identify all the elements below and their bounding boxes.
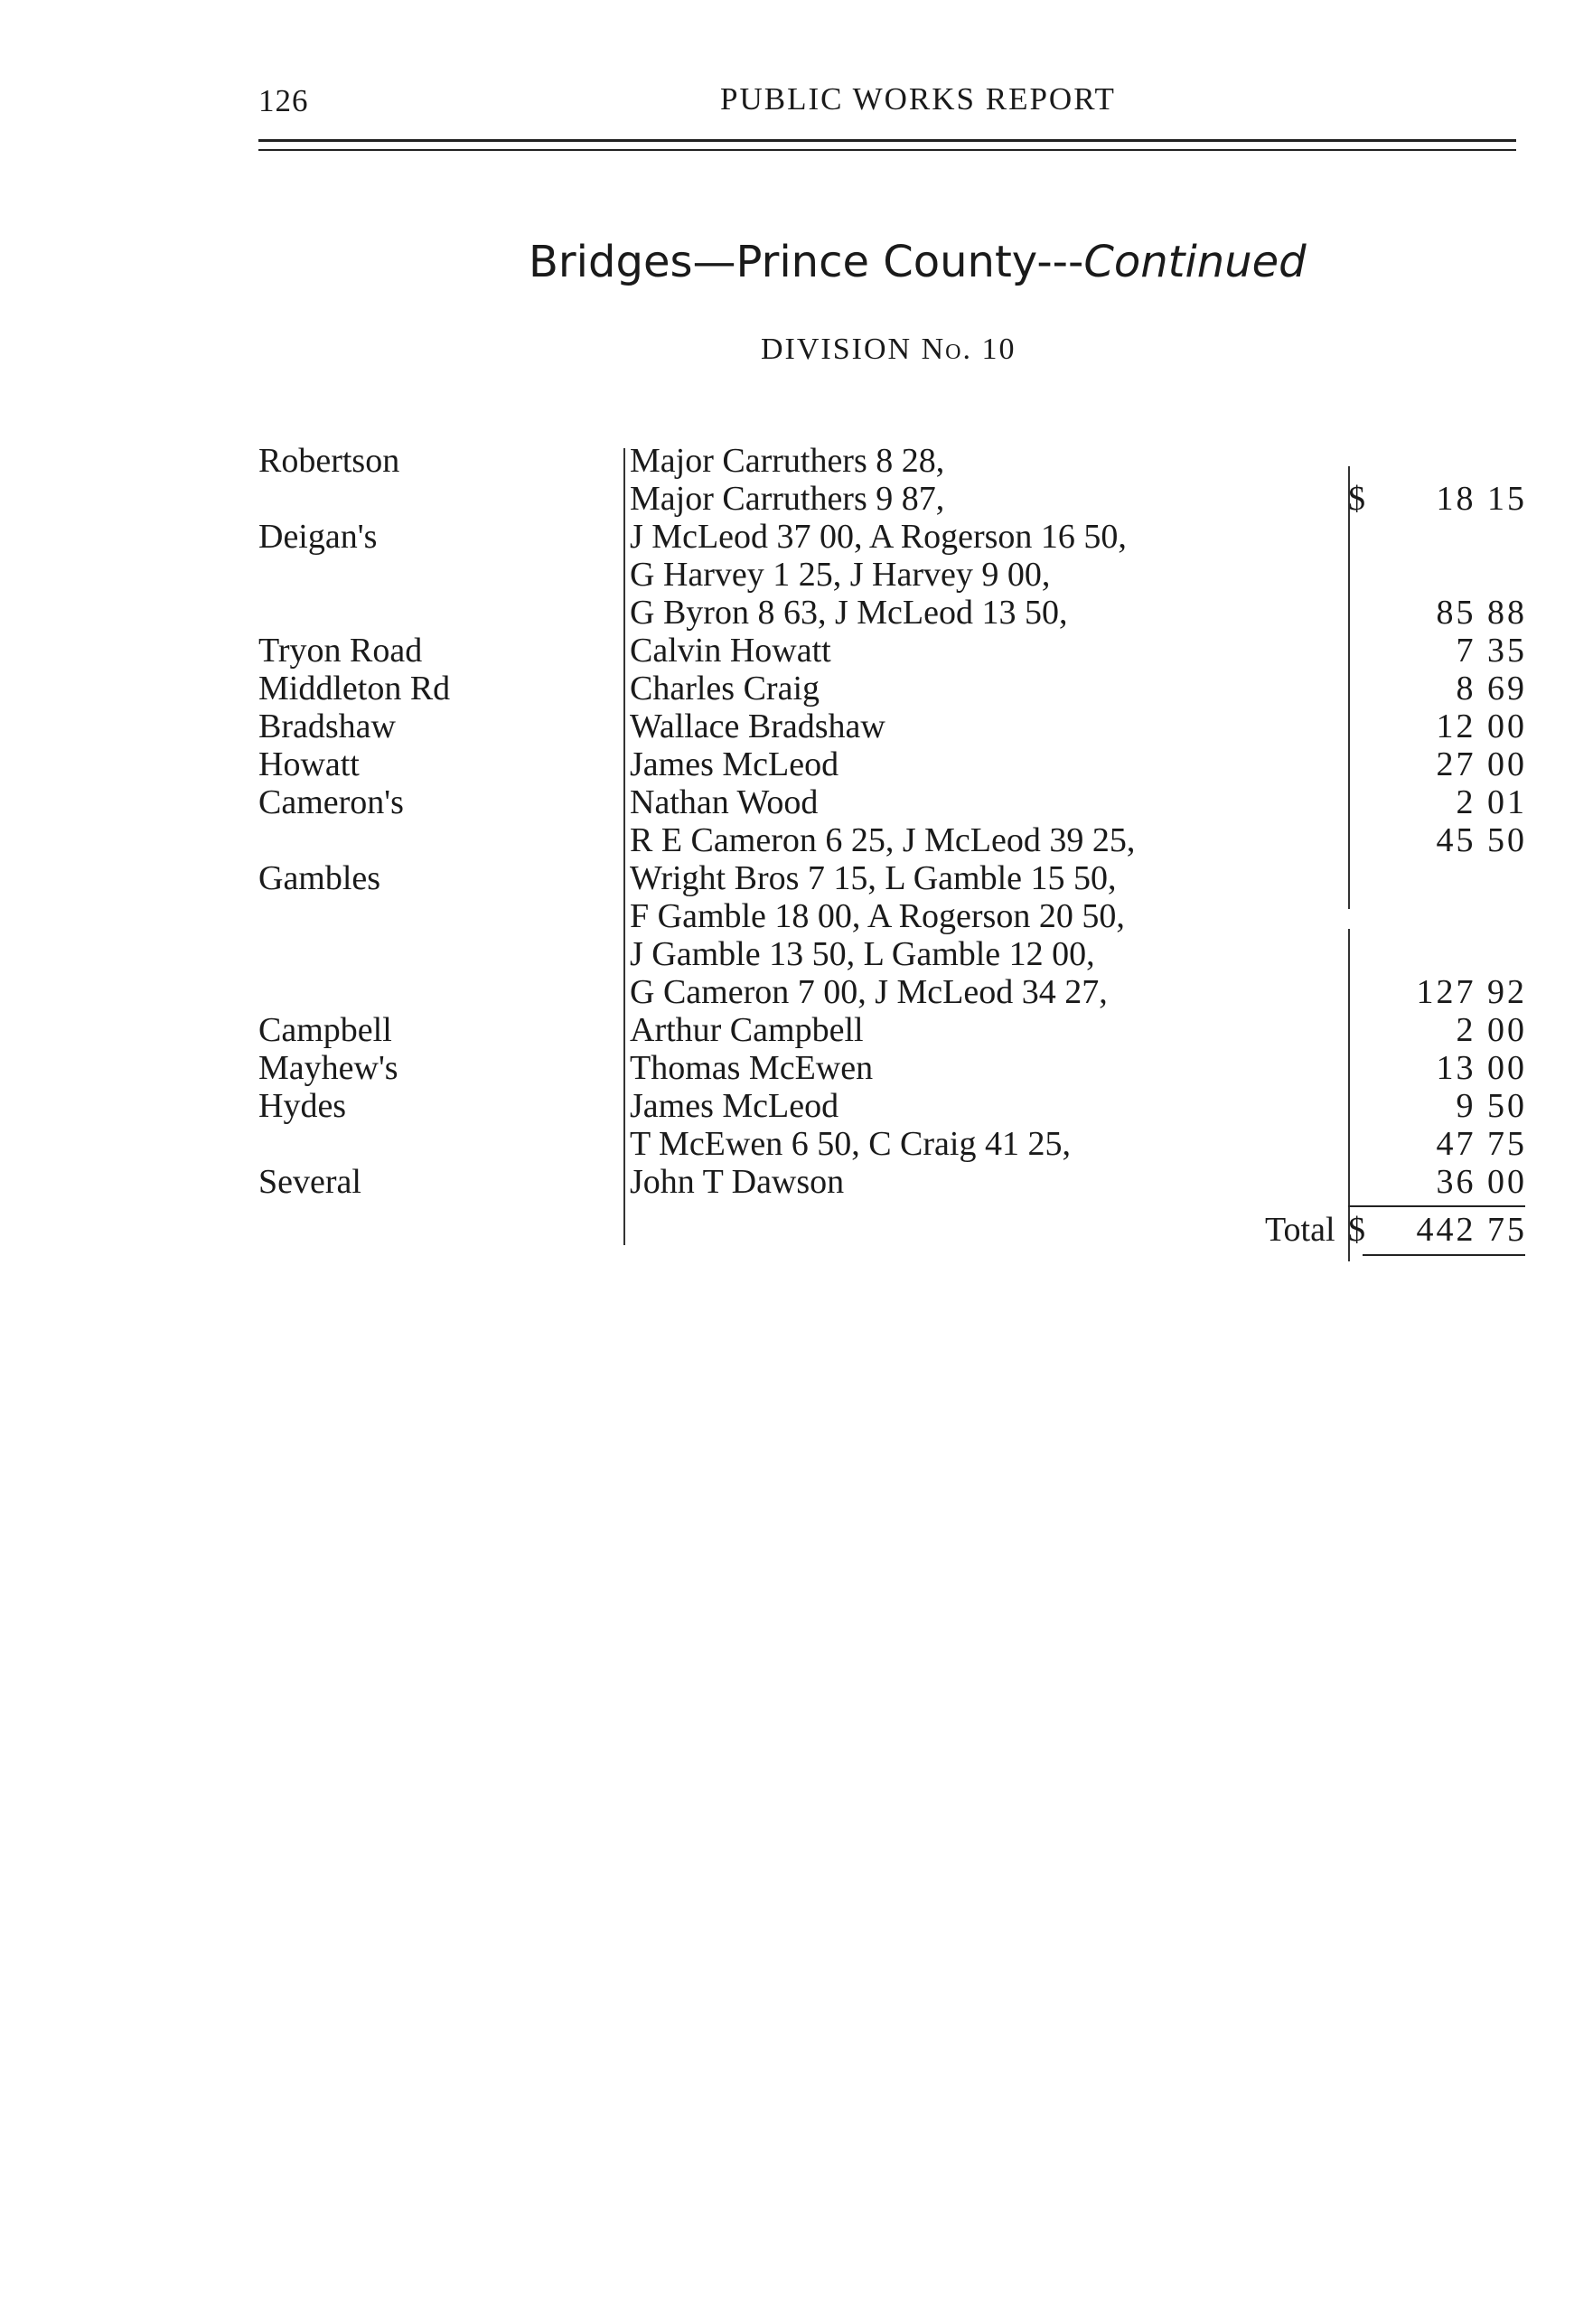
- bridge-name: Several: [258, 1163, 361, 1201]
- ledger-row: [0, 442, 1574, 480]
- payee-list: John T Dawson: [630, 1163, 845, 1201]
- ledger-row: [0, 670, 1574, 708]
- ledger-row: [0, 708, 1574, 745]
- payee-list: R E Cameron 6 25, J McLeod 39 25,: [630, 821, 1136, 859]
- ledger-row: [0, 1125, 1574, 1163]
- ledger-row: [0, 973, 1574, 1011]
- amount: 8 69: [1456, 670, 1527, 708]
- ledger-row: [0, 897, 1574, 935]
- payee-list: Thomas McEwen: [630, 1049, 874, 1087]
- amount: 12 00: [1436, 708, 1527, 745]
- amount: 13 00: [1436, 1049, 1527, 1087]
- ledger-row: [0, 594, 1574, 632]
- payee-list: J McLeod 37 00, A Rogerson 16 50,: [630, 518, 1127, 556]
- payee-list: Charles Craig: [630, 670, 820, 708]
- bridge-name: Hydes: [258, 1087, 347, 1125]
- bridge-name: Robertson: [258, 442, 400, 480]
- amount: 2 00: [1456, 1011, 1527, 1049]
- payee-list: James McLeod: [630, 745, 839, 783]
- ledger-row: [0, 1049, 1574, 1087]
- bridge-name: Mayhew's: [258, 1049, 398, 1087]
- ledger-row: [0, 745, 1574, 783]
- amount: 127 92: [1416, 973, 1527, 1011]
- amount: 85 88: [1436, 594, 1527, 632]
- dollar-sign: $: [1348, 480, 1365, 518]
- bridge-name: Cameron's: [258, 783, 404, 821]
- amount: 18 15: [1436, 480, 1527, 518]
- amount: 36 00: [1436, 1163, 1527, 1201]
- ledger-row: [0, 821, 1574, 859]
- payee-list: Wallace Bradshaw: [630, 708, 885, 745]
- payee-list: Nathan Wood: [630, 783, 819, 821]
- bridge-name: Deigan's: [258, 518, 378, 556]
- ledger-row: [0, 1011, 1574, 1049]
- payee-list: F Gamble 18 00, A Rogerson 20 50,: [630, 897, 1125, 935]
- amount: 27 00: [1436, 745, 1527, 783]
- payee-list: Major Carruthers 9 87,: [630, 480, 945, 518]
- total-row: [0, 1211, 1574, 1249]
- running-head: PUBLIC WORKS REPORT: [720, 81, 1116, 117]
- payee-list: G Byron 8 63, J McLeod 13 50,: [630, 594, 1068, 632]
- payee-list: G Harvey 1 25, J Harvey 9 00,: [630, 556, 1051, 594]
- amount: 7 35: [1456, 632, 1527, 670]
- amount: 47 75: [1436, 1125, 1527, 1163]
- payee-list: James McLeod: [630, 1087, 839, 1125]
- bridge-name: Middleton Rd: [258, 670, 451, 708]
- ledger-row: [0, 480, 1574, 518]
- division-heading: DIVISION No. 10: [761, 333, 1017, 366]
- section-title-continued: Continued: [1083, 237, 1307, 287]
- payee-list: Wright Bros 7 15, L Gamble 15 50,: [630, 859, 1117, 897]
- section-title-main: Bridges—Prince County---: [529, 237, 1084, 287]
- payee-list: T McEwen 6 50, C Craig 41 25,: [630, 1125, 1071, 1163]
- payee-list: Arthur Campbell: [630, 1011, 864, 1049]
- ledger-row: [0, 632, 1574, 670]
- ledger-row: [0, 556, 1574, 594]
- page-number: 126: [258, 83, 309, 118]
- payee-list: G Cameron 7 00, J McLeod 34 27,: [630, 973, 1108, 1011]
- ledger-row: [0, 935, 1574, 973]
- ledger-row: [0, 1087, 1574, 1125]
- total-label: Total: [1265, 1211, 1335, 1249]
- total-rule: [1348, 1205, 1525, 1207]
- bridge-name: Tryon Road: [258, 632, 423, 670]
- ledger-row: [0, 518, 1574, 556]
- payee-list: Calvin Howatt: [630, 632, 831, 670]
- bridge-name: Bradshaw: [258, 708, 396, 745]
- bridge-name: Gambles: [258, 859, 381, 897]
- amount: 9 50: [1456, 1087, 1527, 1125]
- bridge-name: Campbell: [258, 1011, 392, 1049]
- bridge-name: Howatt: [258, 745, 360, 783]
- ledger-row: [0, 859, 1574, 897]
- dollar-sign: $: [1348, 1211, 1365, 1249]
- ledger-row: [0, 783, 1574, 821]
- amount: 45 50: [1436, 821, 1527, 859]
- payee-list: Major Carruthers 8 28,: [630, 442, 945, 480]
- total-underline: [1363, 1254, 1525, 1256]
- total-amount: 442 75: [1416, 1211, 1527, 1249]
- payee-list: J Gamble 13 50, L Gamble 12 00,: [630, 935, 1095, 973]
- ledger-row: [0, 1163, 1574, 1201]
- amount: 2 01: [1456, 783, 1527, 821]
